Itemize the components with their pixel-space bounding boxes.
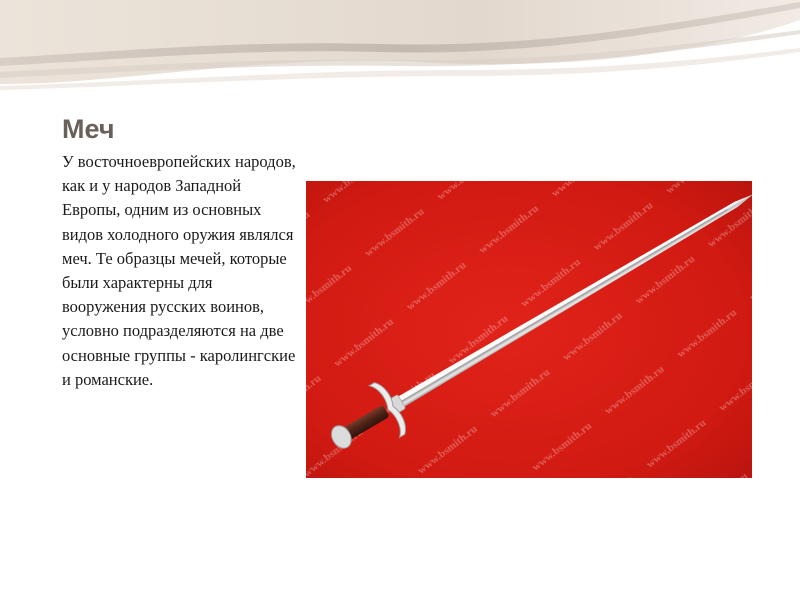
slide-title: Меч (62, 114, 115, 144)
sword-image (306, 181, 752, 478)
sword-photo (306, 181, 752, 478)
slide-body-text: У восточноевропейских народов, как и у народов Западной Европы, одним из основных видов холодного оружия являлся меч. Те образцы мечей, которые были характерны для вооружения русских воинов, условно подразделяются на две основные группы - каролингские и романские. (62, 152, 296, 389)
header-wave-decoration (0, 0, 800, 90)
